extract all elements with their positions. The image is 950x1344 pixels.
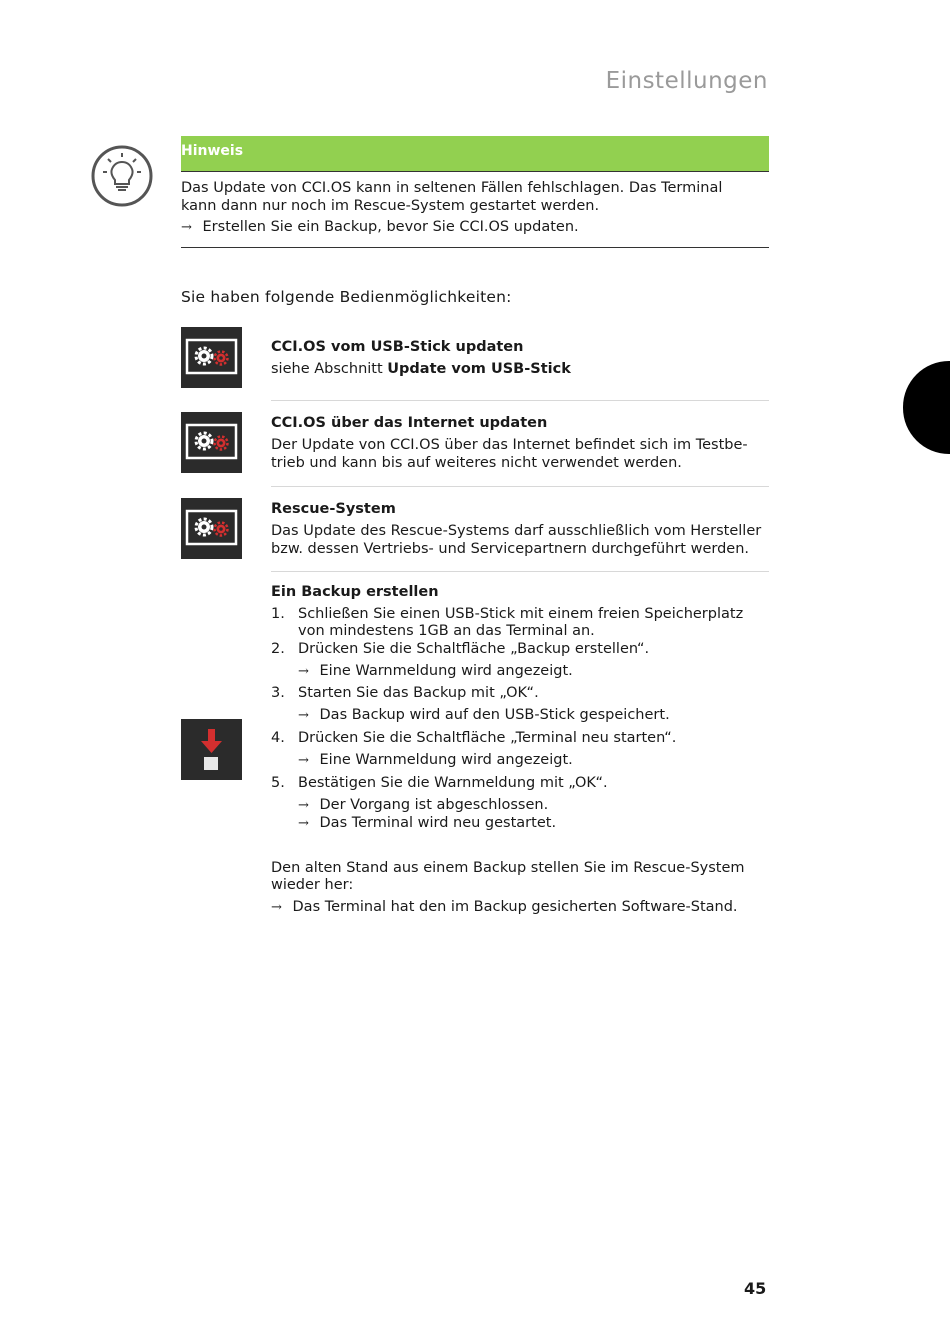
- note-divider: [181, 247, 769, 248]
- settings-button[interactable]: [181, 327, 242, 388]
- options-intro: Sie haben folgende Bedienmöglichkeiten:: [181, 288, 512, 306]
- backup-button[interactable]: [181, 719, 242, 780]
- option-text-usb-prefix: siehe Abschnitt: [271, 361, 388, 377]
- backup-step-5: [271, 775, 608, 792]
- backup-step-4-result: [271, 752, 573, 769]
- step-text: Drücken Sie die Schaltfläche „Backup erstellen“.: [298, 641, 650, 657]
- note-text-line2: kann dann nur noch im Rescue-System gestartet werden.: [181, 198, 600, 214]
- download-backup-icon: [181, 719, 242, 780]
- result-arrow-icon: →: [298, 664, 309, 679]
- option-text-internet-line1: Der Update von CCI.OS über das Internet befindet sich im Testbe-: [271, 437, 748, 453]
- note-action: [181, 219, 579, 236]
- lightbulb-icon: [90, 144, 154, 208]
- backup-step-2-result: [271, 663, 573, 680]
- step-result-text: Der Vorgang ist abgeschlossen.: [319, 797, 549, 813]
- step-result-text: Das Backup wird auf den USB-Stick gespeichert.: [319, 707, 670, 723]
- step-text: Bestätigen Sie die Warnmeldung mit „OK“.: [298, 775, 608, 791]
- option-text-internet-line2: trieb und kann bis auf weiteres nicht verwendet werden.: [271, 455, 682, 471]
- option-title-usb: CCI.OS vom USB-Stick updaten: [271, 339, 524, 355]
- settings-gears-icon: [181, 412, 242, 473]
- step-text: Drücken Sie die Schaltfläche „Terminal neu starten“.: [298, 730, 677, 746]
- note-text-line1: Das Update von CCI.OS kann in seltenen Fällen fehlschlagen. Das Terminal: [181, 180, 723, 196]
- option-title-rescue: Rescue-System: [271, 501, 396, 517]
- backup-step-2: [271, 641, 649, 658]
- step-result-text: Eine Warnmeldung wird angezeigt.: [319, 752, 573, 768]
- step-number: 2.: [271, 641, 285, 657]
- restore-text-line2: wieder her:: [271, 877, 354, 893]
- result-arrow-icon: →: [298, 816, 309, 831]
- settings-gears-icon: [181, 498, 242, 559]
- step-number: 5.: [271, 775, 285, 791]
- backup-step-1-cont: von mindestens 1GB an das Terminal an.: [298, 623, 595, 639]
- step-number: 1.: [271, 606, 285, 622]
- note-action-text: Erstellen Sie ein Backup, bevor Sie CCI.OS updaten.: [202, 219, 579, 235]
- backup-step-3-result: [271, 707, 670, 724]
- backup-step-3: [271, 685, 539, 702]
- chapter-tab-marker: [903, 361, 950, 454]
- result-arrow-icon: →: [298, 798, 309, 813]
- result-arrow-icon: →: [298, 753, 309, 768]
- page-number: 45: [744, 1279, 767, 1298]
- option-text-rescue-line2: bzw. dessen Vertriebs- und Servicepartnern durchgeführt werden.: [271, 541, 749, 557]
- restore-result-text: Das Terminal hat den im Backup gesicherten Software-Stand.: [292, 899, 738, 915]
- backup-step-5-result-2: [271, 815, 556, 832]
- settings-button[interactable]: [181, 498, 242, 559]
- restore-result: [271, 899, 738, 916]
- backup-step-4: [271, 730, 676, 747]
- step-text: Schließen Sie einen USB-Stick mit einem freien Speicherplatz: [298, 606, 744, 622]
- page-header-title: Einstellungen: [605, 68, 768, 94]
- note-label: Hinweis: [181, 143, 244, 159]
- settings-gears-icon: [181, 327, 242, 388]
- step-number: 4.: [271, 730, 285, 746]
- result-arrow-icon: →: [271, 900, 282, 915]
- option-text-usb: [271, 361, 571, 378]
- backup-step-5-result: [271, 797, 548, 814]
- step-result-text: Das Terminal wird neu gestartet.: [319, 815, 557, 831]
- option-divider: [271, 400, 769, 401]
- step-number: 3.: [271, 685, 285, 701]
- note-header-bar: [181, 136, 769, 172]
- backup-title: Ein Backup erstellen: [271, 584, 439, 600]
- step-text: Starten Sie das Backup mit „OK“.: [298, 685, 539, 701]
- result-arrow-icon: →: [298, 708, 309, 723]
- restore-text-line1: Den alten Stand aus einem Backup stellen Sie im Rescue-System: [271, 860, 745, 876]
- option-divider: [271, 486, 769, 487]
- backup-step-1: [271, 606, 743, 623]
- option-divider: [271, 571, 769, 572]
- option-text-rescue-line1: Das Update des Rescue-Systems darf ausschließlich vom Hersteller: [271, 523, 762, 539]
- option-link-usb: Update vom USB-Stick: [387, 361, 571, 377]
- settings-button[interactable]: [181, 412, 242, 473]
- step-result-text: Eine Warnmeldung wird angezeigt.: [319, 663, 573, 679]
- option-title-internet: CCI.OS über das Internet updaten: [271, 415, 548, 431]
- result-arrow-icon: →: [181, 220, 192, 235]
